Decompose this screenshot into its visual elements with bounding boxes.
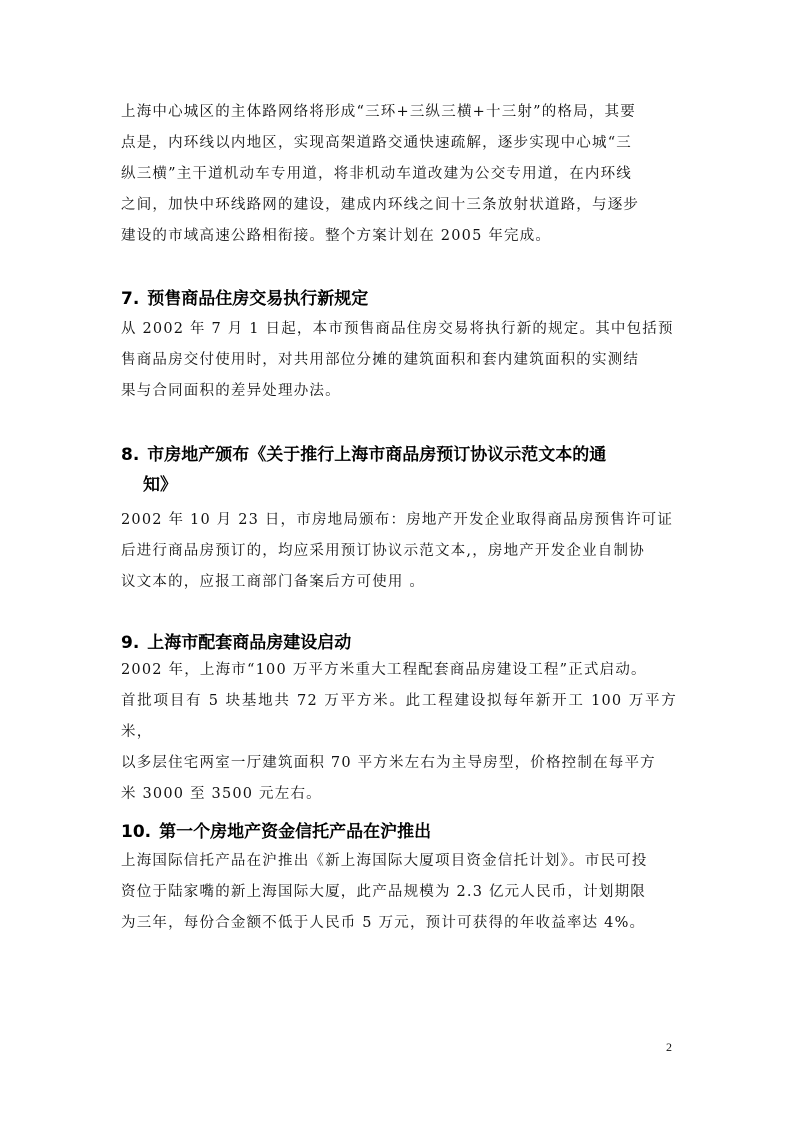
paragraph-line: 建设的市域高速公路相衔接。整个方案计划在 2005 年完成。 (121, 228, 552, 244)
section-8-body (121, 505, 677, 598)
paragraph-line: 2002 年 10 月 23 日，市房地局颁布：房地产开发企业取得商品房预售许可证 (121, 512, 674, 528)
section-title-continuation: 知》 (143, 475, 177, 495)
paragraph-line: 上海国际信托产品在沪推出《新上海国际大厦项目资金信托计划》。市民可投 (121, 853, 648, 869)
section-10-heading (121, 817, 681, 847)
paragraph-line: 首批项目有 5 块基地共 72 万平方米。此工程建设拟每年新开工 100 万平方米， (121, 693, 677, 740)
paragraph-line: 从 2002 年 7 月 1 日起，本市预售商品住房交易将执行新的规定。其中包括预 (121, 321, 674, 337)
paragraph-line: 售商品房交付使用时，对共用部位分摊的建筑面积和套内建筑面积的实测结 (121, 352, 640, 368)
paragraph-line: 以多层住宅两室一厅建筑面积 70 平方米左右为主导房型，价格控制在每平方 (121, 755, 656, 771)
paragraph-line: 资位于陆家嘴的新上海国际大厦，此产品规模为 2.3 亿元人民币，计划期限 (121, 884, 646, 900)
section-10-body (121, 846, 677, 939)
section-9-heading (121, 628, 681, 658)
section-number: 10. (121, 822, 152, 842)
paragraph-line: 2002 年，上海市“100 万平方米重大工程配套商品房建设工程”正式启动。 (121, 662, 647, 678)
paragraph-line: 后进行商品房预订的，均应采用预订协议示范文本,，房地产开发企业自制协 (121, 543, 645, 559)
section-title: 市房地产颁布《关于推行上海市商品房预订协议示范文本的通 (147, 445, 607, 465)
section-9-body (121, 655, 677, 810)
paragraph-line: 点是，内环线以内地区，实现高架道路交通快速疏解，逐步实现中心城“三 (121, 135, 633, 151)
paragraph-line: 米 3000 至 3500 元左右。 (121, 786, 322, 802)
paragraph-line: 果与合同面积的差异处理办法。 (121, 383, 341, 399)
page-number: 2 (666, 1040, 672, 1054)
section-number: 8. (121, 445, 140, 465)
section-7-body (121, 314, 677, 407)
section-number: 7. (121, 289, 140, 309)
paragraph-line: 为三年，每份合金额不低于人民币 5 万元，预计可获得的年收益率达 4%。 (121, 915, 646, 931)
paragraph-line: 上海中心城区的主体路网络将形成“三环+三纵三横+十三射”的格局，其要 (121, 104, 636, 120)
section-title: 第一个房地产资金信托产品在沪推出 (159, 822, 432, 842)
section-title: 上海市配套商品房建设启动 (147, 633, 352, 653)
paragraph-line: 议文本的，应报工商部门备案后方可使用 。 (121, 574, 426, 590)
section-number: 9. (121, 633, 140, 653)
intro-paragraph (121, 97, 677, 252)
section-7-heading (121, 284, 681, 314)
section-8-heading (121, 440, 681, 500)
paragraph-line: 之间，加快中环线路网的建设，建成内环线之间十三条放射状道路，与逐步 (121, 197, 640, 213)
paragraph-line: 纵三横”主干道机动车专用道，将非机动车道改建为公交专用道，在内环线 (121, 166, 633, 182)
section-title: 预售商品住房交易执行新规定 (147, 289, 369, 309)
